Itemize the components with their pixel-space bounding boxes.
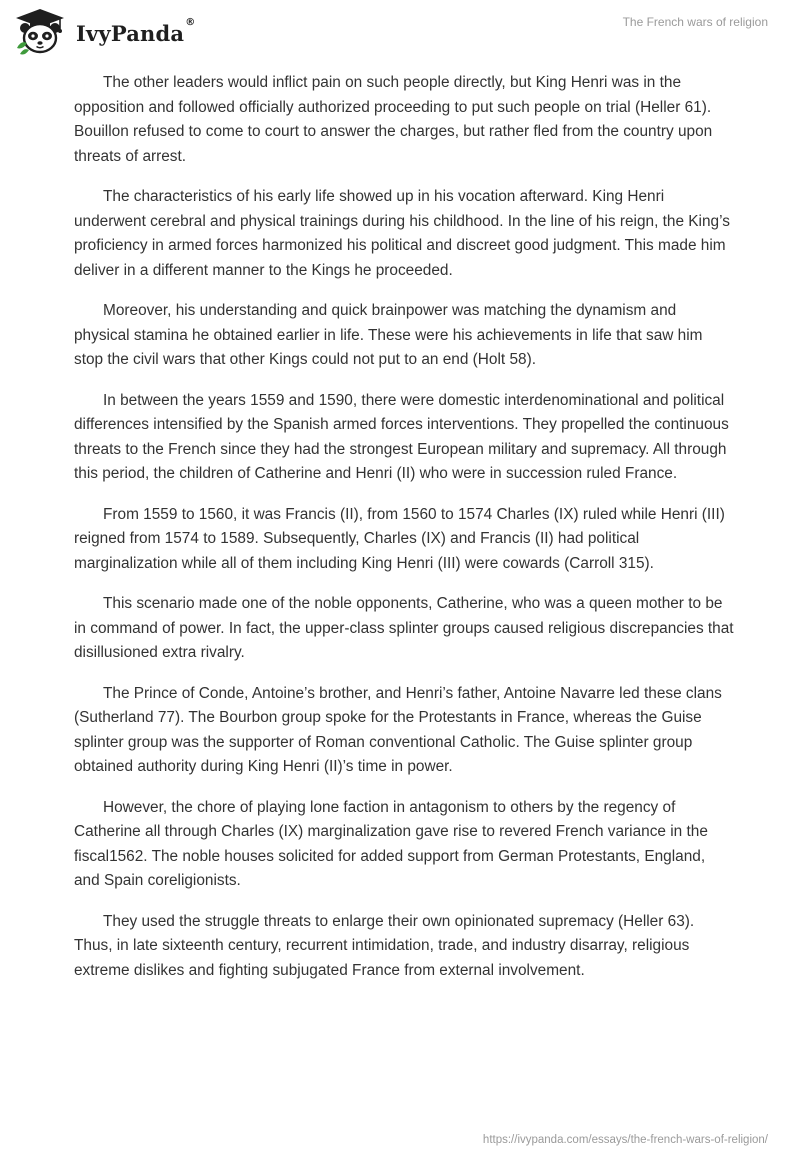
paragraph-8: However, the chore of playing lone faction in antagonism to others by the regency of Catherine all through Charles (IX) marginalization gave rise to revered French variance in the fiscal1562. The noble houses solicited for added support from German Protestants, England, and Spain coreligionists. bbox=[74, 798, 708, 889]
page-header bbox=[0, 0, 800, 60]
paragraph-2: The characteristics of his early life showed up in his vocation afterward. King Henri underwent cerebral and physical trainings during his childhood. In the line of his reign, the King’s proficiency in armed forces harmonized his political and discreet good judgment. This made him deliver in a different manner to the Kings he proceeded. bbox=[74, 188, 730, 279]
paragraph-6: This scenario made one of the noble opponents, Catherine, who was a queen mother to be in command of power. In fact, the upper-class splinter groups caused religious discrepancies that disillusioned extra rivalry. bbox=[74, 595, 734, 661]
paragraph-5: From 1559 to 1560, it was Francis (II), from 1560 to 1574 Charles (IX) ruled while Henri (III) reigned from 1574 to 1589. Subsequently, Charles (IX) and Francis (II) had political marginalization while all of them including King Henri (III) were cowards (Carroll 315). bbox=[74, 505, 725, 572]
brand-name: IvyPanda bbox=[76, 20, 185, 46]
panda-graduation-cap-icon bbox=[14, 8, 66, 56]
registered-mark: ® bbox=[185, 16, 196, 28]
essay-body bbox=[74, 71, 734, 999]
paragraph-7: The Prince of Conde, Antoine’s brother, and Henri’s father, Antoine Navarre led these clans (Sutherland 77). The Bourbon group spoke for the Protestants in France, whereas the Guise splinter group was the supporter of Roman conventional Catholic. The Guise splinter group obtained authority during King Henri (II)’s time in power. bbox=[74, 684, 722, 775]
brand-logo[interactable] bbox=[14, 8, 195, 56]
paragraph-4: In between the years 1559 and 1590, there were domestic interdenominational and political differences intensified by the Spanish armed forces interventions. They propelled the continuous threats to the French since they had the strongest European military and supremacy. All through this period, the children of Catherine and Henri (II) who were in succession ruled France. bbox=[74, 391, 729, 482]
paragraph-1: The other leaders would inflict pain on such people directly, but King Henri was in the opposition and followed officially authorized proceeding to put such people on trial (Heller 61). Bouillon refused to come to court to answer the charges, but rather fled from the country upon threats of arrest. bbox=[74, 74, 713, 165]
source-url-link[interactable]: https://ivypanda.com/essays/the-french-wars-of-religion/ bbox=[482, 1134, 768, 1146]
paragraph-3: Moreover, his understanding and quick brainpower was matching the dynamism and physical stamina he obtained earlier in life. These were his achievements in life that saw him stop the civil wars that other Kings could not put to an end (Holt 58). bbox=[74, 302, 703, 368]
paragraph-9: They used the struggle threats to enlarge their own opinionated supremacy (Heller 63). Thus, in late sixteenth century, recurrent intimidation, trade, and industry disarray, religious extreme dislikes and fighting subjugated France from external involvement. bbox=[74, 912, 695, 979]
document-title: The French wars of religion bbox=[622, 15, 768, 29]
